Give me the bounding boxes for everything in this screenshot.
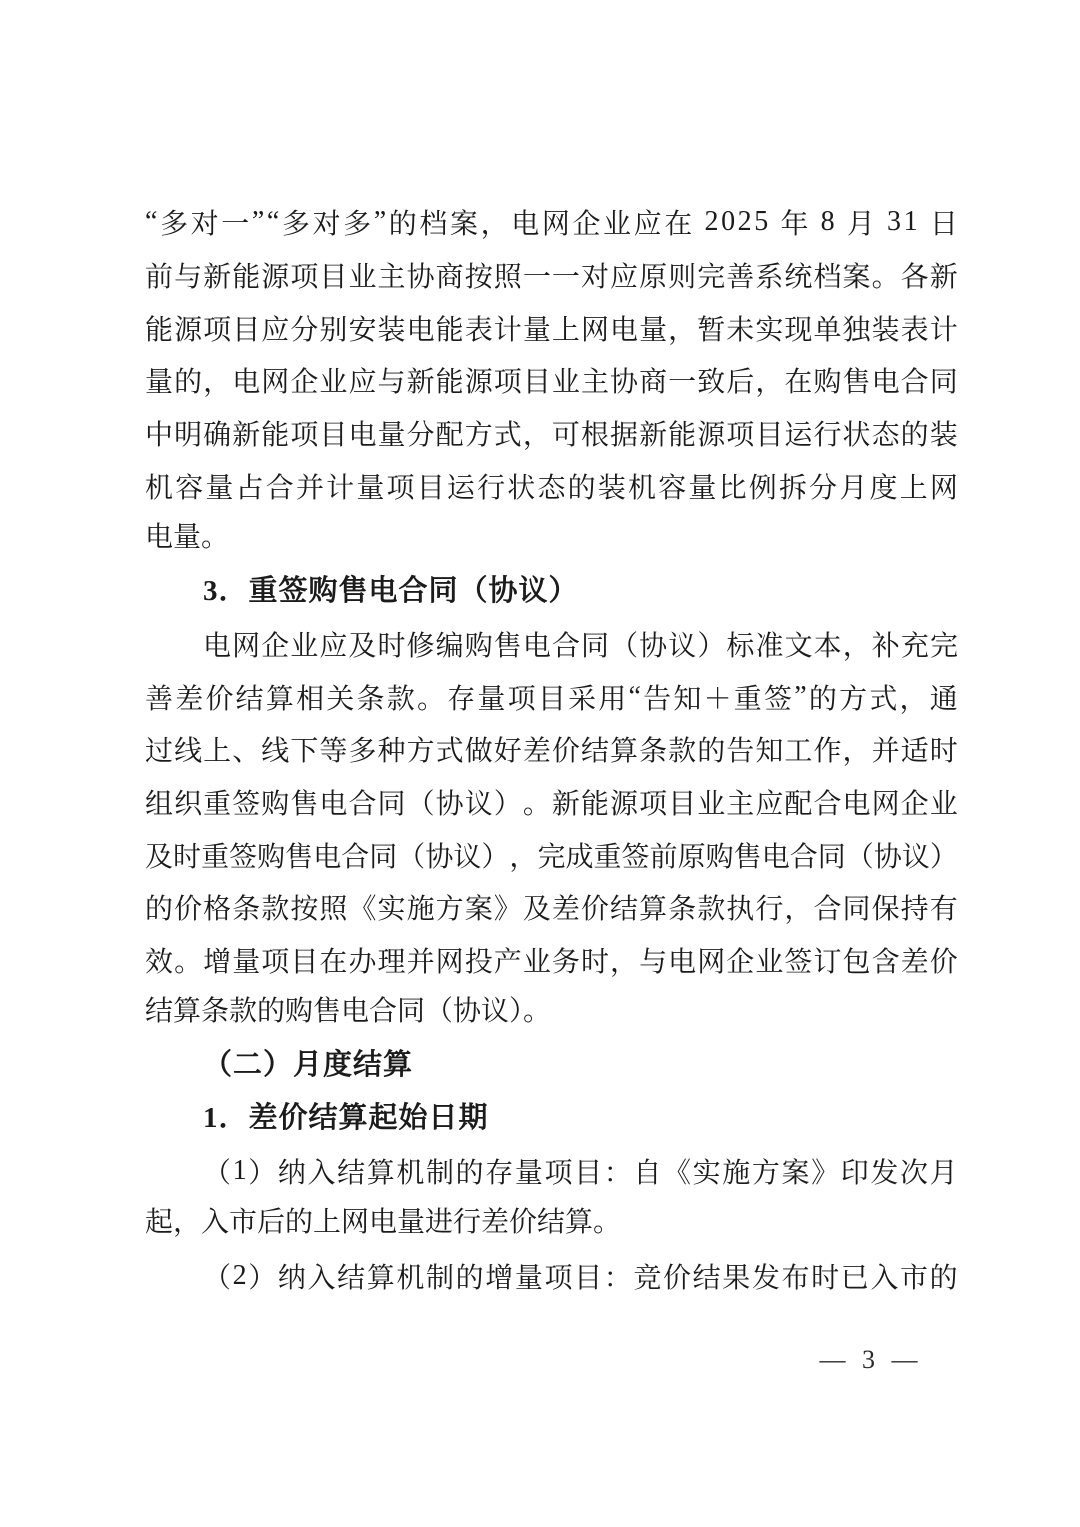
section-heading: 3．重签购售电合同（协议） <box>203 574 579 607</box>
text-line: （ 1 ） 纳 入 结 算 机 制 的 存 量 项 目 ： 自 《 实 施 方 案 》 印 发 次 月 <box>203 1154 958 1189</box>
text-line: 中 明 确 新 能 项 目 电 量 分 配 方 式 ， 可 根 据 新 能 源 项 目 运 行 状 态 的 装 <box>145 420 958 452</box>
text-line: 电量。 <box>145 522 230 554</box>
text-line: 量 的 ， 电 网 企 业 应 与 新 能 源 项 目 业 主 协 商 一 致 后 ， 在 购 售 电 合 同 <box>145 367 958 399</box>
text-line: 善 差 价 结 算 相 关 条 款 。 存 量 项 目 采 用 “ 告 知 ＋ 重 签 ” 的 方 式 ， 通 <box>145 680 958 715</box>
text-line: 结算条款的购售电合同（协议）。 <box>145 996 552 1028</box>
text-line: 能 源 项 目 应 分 别 安 装 电 能 表 计 量 上 网 电 量 ， 暂 未 实 现 单 独 装 表 计 <box>145 314 958 346</box>
text-line: “ 多 对 一 ” “ 多 对 多 ” 的 档 案 ， 电 网 企 业 应 在 2 0 2 5 年 8 月 3 1 日 <box>145 206 958 241</box>
text-line: 的 价 格 条 款 按 照 《 实 施 方 案 》 及 差 价 结 算 条 款 执 行 ， 合 同 保 持 有 <box>145 894 958 926</box>
text-line: 电 网 企 业 应 及 时 修 编 购 售 电 合 同 （ 协 议 ） 标 准 文 本 ， 补 充 完 <box>203 630 958 662</box>
text-line: 效 。 增 量 项 目 在 办 理 并 网 投 产 业 务 时 ， 与 电 网 企 业 签 订 包 含 差 价 <box>145 946 958 978</box>
section-heading: 1．差价结算起始日期 <box>203 1101 489 1134</box>
text-line: 机 容 量 占 合 并 计 量 项 目 运 行 状 态 的 装 机 容 量 比 例 拆 分 月 度 上 网 <box>145 472 958 504</box>
text-line: 组 织 重 签 购 售 电 合 同 （ 协 议 ） 。 新 能 源 项 目 业 主 应 配 合 电 网 企 业 <box>145 788 958 820</box>
page-number: — 3 — <box>819 1345 923 1374</box>
document-body <box>145 196 958 1302</box>
text-line: 过 线 上 、 线 下 等 多 种 方 式 做 好 差 价 结 算 条 款 的 告 知 工 作 ， 并 适 时 <box>145 736 958 768</box>
text-line: 及 时 重 签 购 售 电 合 同 （ 协 议 ） ， 完 成 重 签 前 原 购 售 电 合 同 （ 协 议 ） <box>145 841 958 873</box>
section-heading: （二）月度结算 <box>203 1049 414 1081</box>
text-line: （ 2 ） 纳 入 结 算 机 制 的 增 量 项 目 ： 竞 价 结 果 发 布 时 已 入 市 的 <box>203 1260 958 1295</box>
text-line: 起，入市后的上网电量进行差价结算。 <box>145 1207 622 1239</box>
text-line: 前 与 新 能 源 项 目 业 主 协 商 按 照 一 一 对 应 原 则 完 善 系 统 档 案 。 各 新 <box>145 262 958 294</box>
